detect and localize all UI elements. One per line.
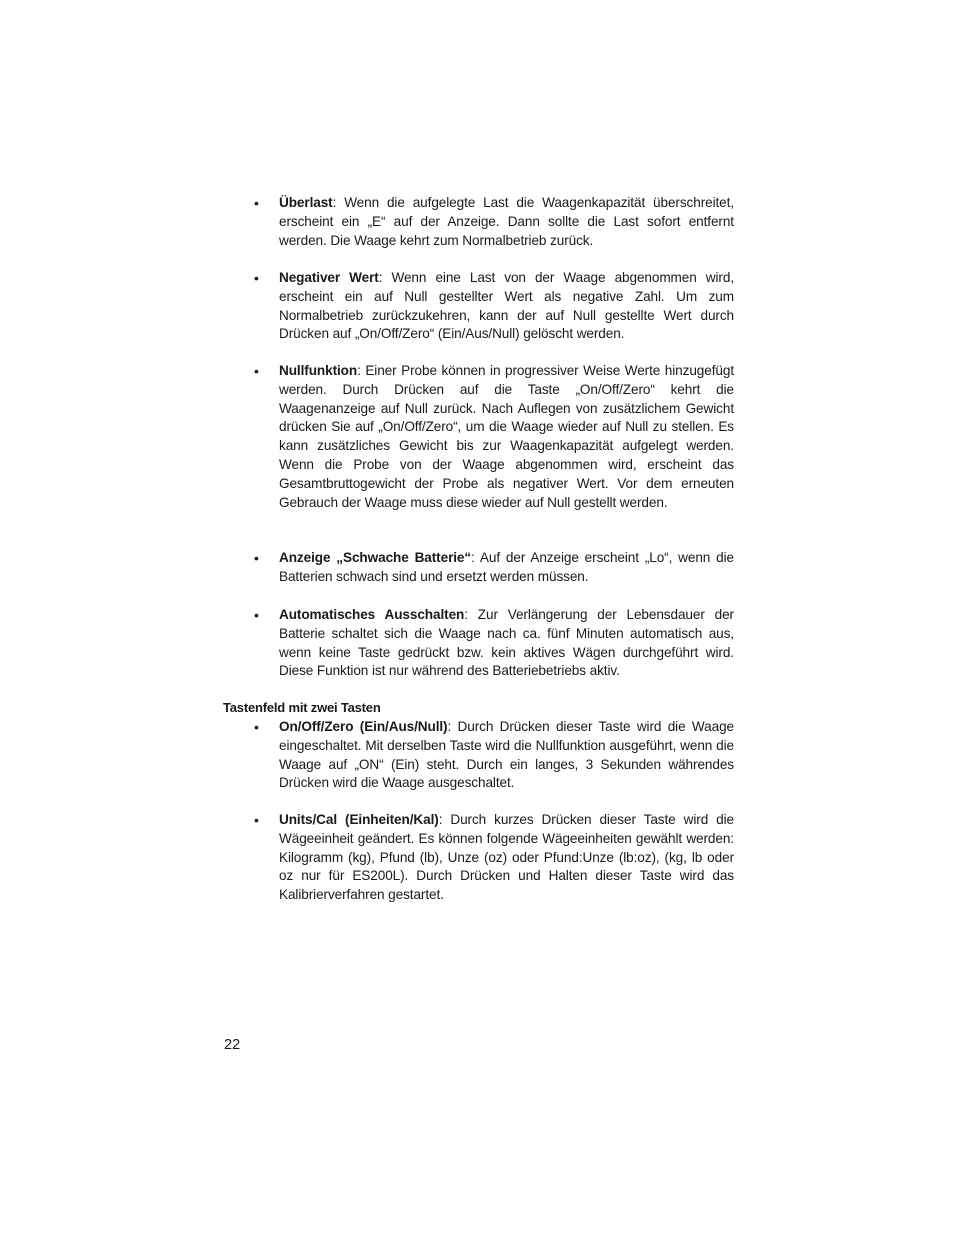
- bullet: •: [254, 270, 259, 286]
- bullet: •: [254, 719, 259, 735]
- page-number: 22: [224, 1037, 241, 1053]
- item-body: [279, 811, 734, 905]
- item-body: [279, 549, 734, 587]
- item-term: Nullfunktion: [279, 363, 358, 378]
- item-term: On/Off/Zero (Ein/Aus/Null): [279, 719, 448, 734]
- bullet: •: [254, 550, 259, 566]
- item-term: Anzeige „Schwache Batterie“: [279, 550, 472, 565]
- item-body: [279, 362, 734, 512]
- item-text: : Durch kurzes Drücken dieser Taste wird die Wägeeinheit geändert. Es können folgende Wägeeinheiten gewählt werden: Kilogramm (kg), Pfund (lb), Unze (oz) oder Pfund:Unze (lb:oz), (kg, lb oder oz nur für ES200L). Durch Drücken und Halten dieser Taste wird das Kalibrierverfahren gestartet.: [279, 812, 734, 903]
- bullet: •: [254, 607, 259, 623]
- bullet: •: [254, 363, 259, 379]
- item-term: Negativer Wert: [279, 270, 379, 285]
- item-body: [279, 194, 734, 250]
- item-body: [279, 269, 734, 344]
- item-body: [279, 718, 734, 793]
- item-text: : Zur Verlängerung der Lebensdauer der Batterie schaltet sich die Waage nach ca. fünf Minuten automatisch aus, wenn keine Taste gedrückt bzw. kein aktives Wägen durchgeführt wird. Diese Funktion ist nur während des Batteriebetriebs aktiv.: [279, 607, 734, 679]
- item-term: Überlast: [279, 195, 333, 210]
- item-text: : Durch Drücken dieser Taste wird die Waage eingeschaltet. Mit derselben Taste wird die Nullfunktion ausgeführt, wenn die Waage auf „ON“ (Ein) steht. Durch ein langes, 3 Sekunden währendes Drücken wird die Waage ausgeschaltet.: [279, 719, 734, 791]
- item-text: : Einer Probe können in progressiver Weise Werte hinzugefügt werden. Durch Drücken auf die Taste „On/Off/Zero“ kehrt die Waagenanzeige auf Null zurück. Nach Auflegen von zusätzlichem Gewicht drücken Sie auf „On/Off/Zero“, um die Waage wieder auf Null zu stellen. Es kann zusätzliches Gewicht bis zur Waagenkapazität aufgelegt werden. Wenn die Probe von der Waage abgenommen wird, erscheint das Gesamtbruttogewicht der Probe als negativer Wert. Vor dem erneuten Gebrauch der Waage muss diese wieder auf Null gestellt werden.: [279, 363, 734, 510]
- bullet: •: [254, 812, 259, 828]
- item-text: : Wenn die aufgelegte Last die Waagenkapazität überschreitet, erscheint ein „E“ auf der Anzeige. Dann sollte die Last sofort entfernt werden. Die Waage kehrt zum Normalbetrieb zurück.: [279, 195, 734, 248]
- item-text: : Auf der Anzeige erscheint „Lo“, wenn die Batterien schwach sind und ersetzt werden müssen.: [279, 550, 734, 584]
- item-term: Automatisches Ausschalten: [279, 607, 465, 622]
- item-text: : Wenn eine Last von der Waage abgenommen wird, erscheint ein auf Null gestellter Wert als negative Zahl. Um zum Normalbetrieb zurückzukehren, kann der auf Null gestellte Wert durch Drücken auf „On/Off/Zero“ (Ein/Aus/Null) gelöscht werden.: [279, 270, 734, 342]
- section-heading-keypad: Tastenfeld mit zwei Tasten: [223, 700, 381, 715]
- item-body: [279, 606, 734, 681]
- item-term: Units/Cal (Einheiten/Kal): [279, 812, 439, 827]
- bullet: •: [254, 195, 259, 211]
